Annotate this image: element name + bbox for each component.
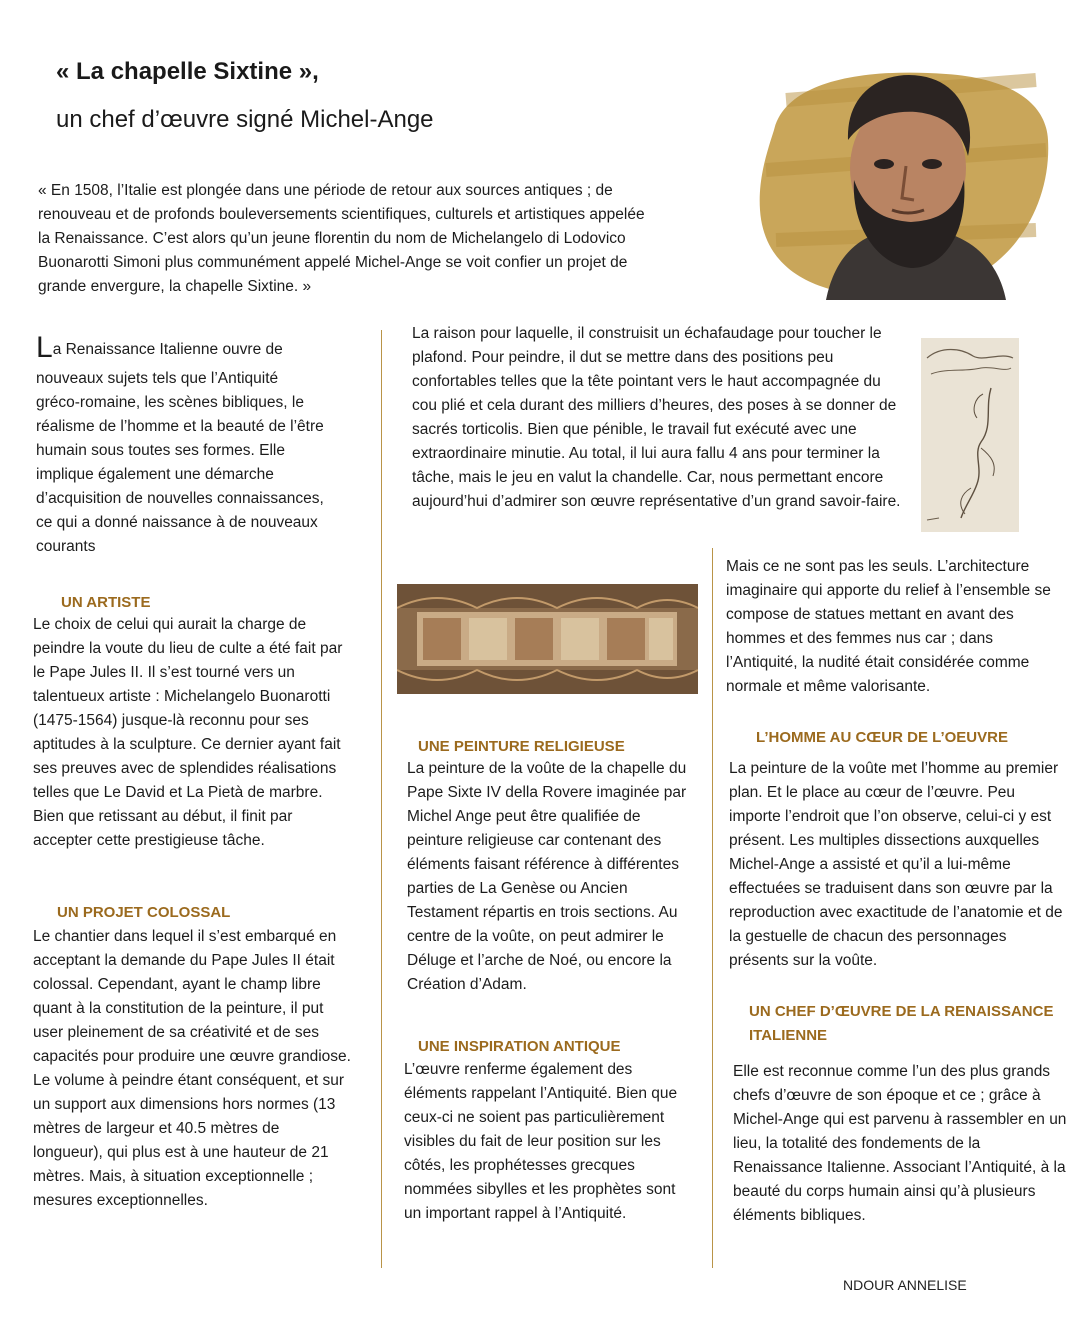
- page-title: « La chapelle Sixtine »,: [56, 58, 319, 85]
- projet-paragraph: Le chantier dans lequel il s’est embarqué en acceptant la demande du Pape Jules II était colossal. Cependant, ayant le champ libre quant à la constitution de la peinture, il put user pleinement de sa créativité et de ses capacités pour produire une œuvre grandiose. Le volume à peindre étant conséquent, et sur un support aux dimensions hors normes (13 mètres de largeur et 40.5 mètres de longueur), qui plus est à une hauteur de 21 mètres. Mais, à situation exceptionnelle ; mesures exceptionnelles.: [33, 928, 351, 1209]
- antique-paragraph: L’œuvre renferme également des éléments rappelant l’Antiquité. Bien que ceux-ci ne soient pas particulièrement visibles du fait de leur position sur les côtés, les prophétesses grecques nommées sibylles et les prophètes sont un important rappel à l’Antiquité.: [404, 1061, 678, 1222]
- michelangelo-portrait-image: [756, 60, 1056, 300]
- renaissance-first-line: [36, 331, 336, 364]
- homme-heading: L’HOMME AU CŒUR DE L’OEUVRE: [756, 729, 1008, 746]
- raison-paragraph: La raison pour laquelle, il construisit un échafaudage pour toucher le plafond. Pour peindre, il dut se mettre dans des positions peu confortables telles que la tête pointant vers le haut accompagnée du cou plié et cela durant des milliers d’heures, des poses à se donner de sacrés torticolis. Bien que pénible, le travail fut exécuté avec une extraordinaire minutie. Au total, il lui aura fallu 4 ans pour terminer la tâche, mais le jeu en valut la chandelle. Car, nous permettant encore aujourd’hui d’admirer son œuvre représentative d’un grand savoir-faire.: [412, 325, 901, 510]
- renaissance-paragraph: nouveaux sujets tels que l’Antiquité gréco-romaine, les scènes bibliques, le réalisme de l’homme et la beauté de l’être humain sous toutes ses formes. Elle implique également une démarche d’acquisition de nouvelles connaissances, ce qui a donné naissance à de nouveaux courants: [36, 370, 324, 555]
- intro-quote: « En 1508, l’Italie est plongée dans une période de retour aux sources antiques ; de renouveau et de profonds bouleversements scientifiques, culturels et artistiques appelée la Renaissance. C’est alors qu’un jeune florentin du nom de Michelangelo di Lodovico Buonarotti Simoni plus communément appelé Michel-Ange se voit confier un projet de grande envergure, la chapelle Sixtine. »: [38, 182, 645, 295]
- column-divider-right: [712, 548, 713, 1268]
- architecture-paragraph: Mais ce ne sont pas les seuls. L’architecture imaginaire qui apporte du relief à l’ensemble se compose de statues mettant en avant des hommes et des femmes nus car ; dans l’Antiquité, la nudité était considérée comme normale et même valorisante.: [726, 558, 1051, 695]
- anatomical-sketch-image: [921, 338, 1019, 532]
- page-subtitle: un chef d’œuvre signé Michel-Ange: [56, 106, 434, 133]
- artiste-paragraph: Le choix de celui qui aurait la charge de peindre la voute du lieu de culte a été fait par le Pape Jules II. Il s’est tourné vers un talentueux artiste : Michelangelo Buonarotti (1475-1564) jusque-là reconnu pour ses aptitudes à la sculpture. Ce dernier ayant fait ses preuves avec de splendides réalisations telles que Le David et La Pietà de marbre. Bien que retissant au début, il finit par accepter cette prestigieuse tâche.: [33, 616, 343, 849]
- homme-paragraph: La peinture de la voûte met l’homme au premier plan. Et le place au cœur de l’œuvre. Peu importe l’endroit que l’on observe, celui-ci y est présent. Les multiples dissections auxquelles Michel-Ange a assisté et qu’il a lui-même effectuées se traduisent dans son œuvre par la reproduction avec exactitude de l’anatomie et de la gestuelle de chacun des personnages présents sur la voûte.: [729, 760, 1063, 969]
- renaissance-dropcap: L: [36, 331, 53, 364]
- column-divider-left: [381, 330, 382, 1268]
- chef-heading: UN CHEF D’ŒUVRE DE LA RENAISSANCE ITALIENNE: [749, 1003, 1054, 1044]
- religieuse-paragraph: La peinture de la voûte de la chapelle du Pape Sixte IV della Rovere imaginée par Michel Ange peut être qualifiée de peinture religieuse car contenant des éléments faisant référence à différentes parties de La Genèse ou Ancien Testament répartis en trois sections. Au centre de la voûte, on peut admirer le Déluge et l’arche de Noé, ou encore la Création d’Adam.: [407, 760, 687, 993]
- projet-heading: UN PROJET COLOSSAL: [57, 904, 231, 921]
- antique-heading: UNE INSPIRATION ANTIQUE: [418, 1038, 621, 1055]
- sistine-ceiling-image: [397, 584, 698, 694]
- author-signature: NDOUR ANNELISE: [843, 1277, 967, 1293]
- chef-paragraph: Elle est reconnue comme l’un des plus grands chefs d’œuvre de son époque et ce ; grâce à Michel-Ange qui est parvenu à rassembler en un lieu, la totalité des fondements de la Renaissance Italienne. Associant l’Antiquité, à la beauté du corps humain ainsi qu’à plusieurs éléments bibliques.: [733, 1063, 1067, 1224]
- religieuse-heading: UNE PEINTURE RELIGIEUSE: [418, 738, 625, 755]
- artiste-heading: UN ARTISTE: [61, 594, 151, 611]
- renaissance-first-line-text: a Renaissance Italienne ouvre de: [52, 341, 283, 358]
